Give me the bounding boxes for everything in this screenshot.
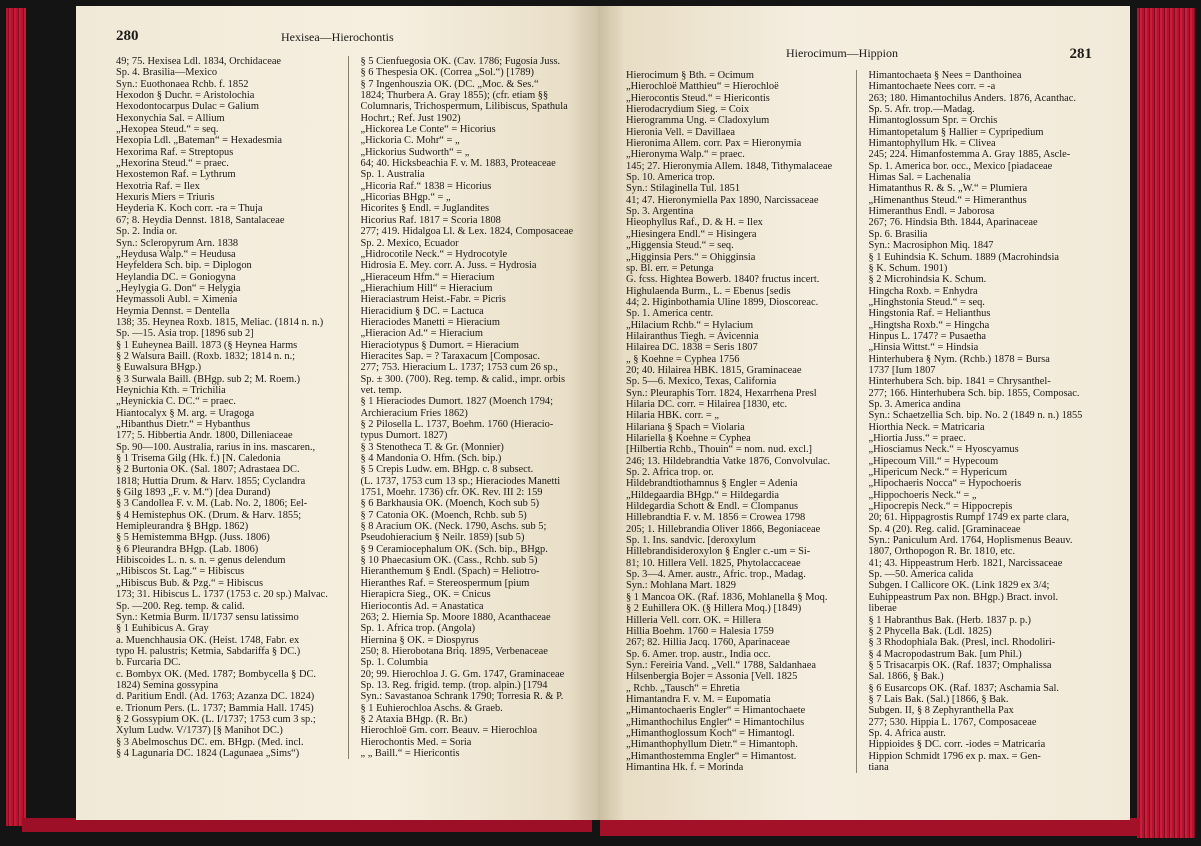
entry-line: Syn.: Fereiria Vand. „Vell.“ 1788, Saldanhaea — [626, 659, 816, 671]
entry-line: „Hexopea Steud.“ = seq. — [116, 124, 219, 136]
entry-line: Hippion Schmidt 1796 ex p. max. = Gen- — [868, 750, 1041, 762]
entry-line: „Hibiscos St. Lag.“ = Hibiscus — [116, 566, 245, 578]
entry-line: Hillebrandisideroxylon § Engler c.-um = Si- — [626, 546, 811, 558]
entry-line: § 3 Stenotheca T. & Gr. (Monnier) — [360, 441, 504, 453]
entry-line: Hillebrandtia F. v. M. 1856 = Crowea 1798 — [626, 512, 806, 524]
entry-line: Hillia Boehm. 1760 = Halesia 1759 — [626, 625, 774, 637]
entry-line: 250; 8. Hierobotana Briq. 1895, Verbenaceae — [360, 645, 548, 657]
entry-line: Heymia Dennst. = Dentella — [116, 305, 230, 317]
entry-line: Hexotria Raf. = Ilex — [116, 180, 200, 192]
entry-line: § 1 Euhibicus A. Gray — [116, 623, 209, 635]
entry-line: Hierodacrydium Sieg. = Coix — [626, 104, 750, 116]
entry-line: § 6 Barkhausia OK. (Moench, Koch sub 5) — [360, 498, 540, 510]
entry-line: „Hildegaardia BHgp.“ = Hildegardia — [626, 489, 780, 501]
text-column — [626, 70, 857, 773]
entry-line: Syn.: Pleuraphis Torr. 1824, Hexarrhena Presl — [626, 387, 817, 399]
entry-line: Sal. 1866, § Bak.) — [868, 671, 944, 683]
entry-line: Hiantocalyx § M. arg. = Uragoga — [116, 407, 255, 419]
entry-line: „Hipocrepis Neck.“ = Hippocrepis — [868, 501, 1013, 513]
entry-line: e. Trionum Pers. (L. 1737; Bammia Hall. 1745) — [116, 702, 314, 714]
entry-line: § 6 Eusarcops OK. (Raf. 1837; Aschamia Sal. — [868, 682, 1059, 694]
entry-line: 245; 224. Himanfostemma A. Gray 1885, Ascle- — [868, 149, 1071, 161]
entry-line: 277; 530. Hippia L. 1767, Composaceae — [868, 716, 1037, 728]
entry-line: 277; 753. Hieracium L. 1737; 1753 cum 26 sp., — [360, 362, 558, 374]
entry-line: § 1 Mancoa OK. (Raf. 1836, Mohlanella § Moq. — [626, 591, 828, 603]
text-column — [116, 56, 349, 759]
entry-line: § 7 Catonia OK. (Moench, Rchb. sub 5) — [360, 509, 527, 521]
entry-line: Hexorima Raf. = Streptopus — [116, 146, 234, 158]
entry-line: Hieraciodes Manetti = Hieracium — [360, 316, 500, 328]
entry-line: 41; 43. Hippeastrum Herb. 1821, Narcissaceae — [868, 557, 1063, 569]
entry-line: Hibiscoides L. n. s. n. = genus delendum — [116, 555, 286, 567]
entry-line: „Hieracion Ad.“ = Hieracium — [360, 328, 483, 340]
entry-line: Hildebrandtiothamnus § Engler = Adenia — [626, 478, 798, 490]
entry-line: § 8 Aracium OK. (Neck. 1790, Aschs. sub 5; — [360, 521, 547, 533]
entry-line: Hilariana § Spach = Violaria — [626, 421, 745, 433]
entry-line: „Hippochoeris Neck.“ = „ — [868, 489, 977, 501]
entry-line: Sp. 1. Australia — [360, 169, 425, 181]
entry-line: Himatanthus R. & S. „W.“ = Plumiera — [868, 183, 1028, 195]
entry-line: Syn.: Ketmia Burm. II/1737 sensu latissimo — [116, 611, 299, 623]
entry-line: Hieracidium § DC. = Lactuca — [360, 305, 484, 317]
entry-line: „Hibanthus Dietr.“ = Hybanthus — [116, 419, 250, 430]
entry-line: Sp. 2. Africa trop. or. — [626, 467, 714, 479]
entry-line: § 5 Hemistemma BHgp. (Juss. 1806) — [116, 532, 270, 544]
entry-line: Sp. 1. Africa trop. (Angola) — [360, 623, 476, 635]
entry-line: § 3 Abelmoschus DC. em. BHgp. (Med. incl. — [116, 736, 304, 748]
entry-line: Columnaris, Trichospermum, Lilibiscus, Spathula — [360, 101, 568, 113]
entry-line: § 2 Phycella Bak. (Ldl. 1825) — [868, 625, 992, 637]
entry-line: Sp. 10. America trop. — [626, 172, 715, 184]
entry-line: Hingstonia Raf. = Helianthus — [868, 308, 991, 320]
entry-line: Euhippeastrum Pax non. BHgp.) Bract. invol. — [868, 591, 1059, 603]
entry-line: Subgen. II, § 8 Zephyranthella Pax — [868, 705, 1014, 717]
entry-line: 44; 2. Higinbothamia Uline 1899, Dioscoreac. — [626, 296, 819, 308]
entry-line: Sp. —15. Asia trop. [1896 sub 2] — [116, 328, 254, 340]
entry-line: Hemipleurandra § BHgp. 1862) — [116, 521, 249, 533]
entry-line: Sp. ± 300. (700). Reg. temp. & calid., impr. orbis — [360, 373, 566, 385]
entry-line: „ § Koehne = Cyphea 1756 — [626, 353, 740, 365]
entry-line: Syn.: Euothonaea Rchb. f. 1852 — [116, 78, 249, 90]
entry-line: „Hipochaeris Nocca“ = Hypochoeris — [868, 478, 1022, 490]
entry-line: Hierocimum § Bth. = Ocimum — [626, 70, 754, 81]
entry-line: Sp. 6. Brasilia — [868, 228, 928, 240]
book-edge-bottom-right — [600, 818, 1140, 836]
entry-line: „Hinsia Wittst.“ = Hindsia — [868, 342, 979, 354]
entry-line: 20; 40. Hilairea HBK. 1815, Graminaceae — [626, 364, 802, 376]
entry-line: „Hipericum Neck.“ = Hypericum — [868, 467, 1008, 479]
entry-line: Sp. 2. India or. — [116, 226, 178, 238]
right-page — [598, 6, 1130, 820]
entry-line: „Heydusa Walp.“ = Heudusa — [116, 248, 236, 260]
entry-line: Sp. 13. Reg. frigid. temp. (trop. alpin.) [1794 — [360, 679, 548, 691]
entry-line: Heyfeldera Sch. bip. = Diplogon — [116, 260, 252, 272]
entry-line: Sp. —50. America calida — [868, 569, 974, 581]
entry-line: [Hilbertia Rchb., Thouin“ = nom. nud. excl.] — [626, 444, 813, 456]
entry-line: § 2 Microhindsia K. Schum. — [868, 274, 987, 286]
entry-line: „Hiortia Juss.“ = praec. — [868, 433, 966, 444]
entry-line: Syn.: Mohlana Mart. 1829 — [626, 580, 736, 592]
entry-line: Hieranthemum § Endl. (Spach) = Heliotro- — [360, 566, 540, 578]
entry-line: „Heylygia G. Don“ = Helygia — [116, 282, 241, 294]
entry-line: 1824; Thurbera A. Gray 1855); (cfr. etiam §§ — [360, 90, 549, 102]
entry-line: 49; 75. Hexisea Ldl. 1834, Orchidaceae — [116, 56, 282, 67]
entry-line: Hieranthes Raf. = Stereospermum [pium — [360, 577, 530, 589]
entry-line: Hierochontis Med. = Soria — [360, 736, 472, 748]
running-head: Hexisea—Hierochontis — [281, 30, 394, 44]
entry-line: 67; 8. Heydia Dennst. 1818, Santalaceae — [116, 214, 285, 226]
entry-line: typus Dumort. 1827) — [360, 430, 448, 442]
entry-line: § Gilg 1893 „F. v. M.“) [dea Durand) — [116, 487, 271, 499]
entry-line: „Hieronyma Walp.“ = praec. — [626, 149, 745, 161]
entry-line: Heylandia DC. = Goniogyna — [116, 271, 236, 283]
entry-line: Xylum Ludw. V/1737) [§ Manihot DC.) — [116, 725, 283, 737]
entry-line: § 5 Crepis Ludw. em. BHgp. c. 8 subsect. — [360, 464, 534, 476]
entry-line: „Hierocontis Steud.“ = Hiericontis — [626, 92, 770, 104]
entry-line: 1751, Moehr. 1736) cfr. OK. Rev. III 2: 159 — [360, 487, 543, 499]
entry-line: § 3 Rhodophiala Bak. (Presl, incl. Rhodoliri- — [868, 637, 1056, 649]
entry-line: Hilaria DC. corr. = Hilairea [1830, etc. — [626, 398, 788, 410]
entry-line: Himantochaeta § Nees = Danthoinea — [868, 70, 1022, 81]
entry-line: Hicorius Raf. 1817 = Scoria 1808 — [360, 214, 501, 226]
entry-line: „Hingtsha Roxb.“ = Hingcha — [868, 319, 990, 331]
entry-line: d. Paritium Endl. (Ad. 1763; Azanza DC. 1824) — [116, 691, 315, 703]
entry-line: 177; 5. Hibbertia Andr. 1800, Dilleniaceae — [116, 430, 293, 442]
entry-line: „Hinghstonia Steud.“ = seq. — [868, 296, 985, 308]
entry-line: „Himantochaeris Engler“ = Himantochaete — [626, 705, 806, 717]
entry-line: 263; 180. Himantochilus Anders. 1876, Acanthac. — [868, 92, 1076, 104]
entry-line: tiana — [868, 761, 889, 773]
entry-line: „ Rchb. „Tausch“ = Ehretia — [626, 682, 740, 694]
entry-line: „Hexorina Steud.“ = praec. — [116, 158, 229, 170]
entry-line: § 4 Hemistephus OK. (Drum. & Harv. 1855; — [116, 509, 302, 521]
entry-line: G. fcss. Hightea Bowerb. 1840? fructus incert. — [626, 274, 820, 286]
entry-line: Hexonychia Sal. = Allium — [116, 112, 225, 124]
entry-line: § 4 Mandonia O. Hfm. (Sch. bip.) — [360, 453, 502, 465]
entry-line: § 2 Burtonia OK. (Sal. 1807; Adrastaea DC. — [116, 464, 300, 476]
entry-line: Syn.: Scleropyrum Arn. 1838 — [116, 237, 239, 249]
running-head: Hierocimum—Hippion — [786, 46, 898, 60]
entry-line: Sp. 2. Mexico, Ecuador — [360, 237, 459, 249]
entry-line: Himantina Hk. f. = Morinda — [626, 761, 744, 773]
entry-line: Sp. 3. Argentina — [626, 206, 694, 218]
entry-line: Pseudohieracium § Neilr. 1859) [sub 5) — [360, 532, 525, 544]
entry-line: Himeranthus Endl. = Jaborosa — [868, 206, 995, 218]
entry-line: „Hicoria Raf.“ 1838 = Hicorius — [360, 180, 492, 192]
entry-line: Hieophyllus Raf., D. & H. = Ilex — [626, 217, 763, 229]
entry-line: § 6 Thespesia OK. (Correa „Sol.“) [1789) — [360, 67, 535, 79]
entry-line: Hieraciastrum Heist.-Fabr. = Picris — [360, 294, 506, 306]
entry-line: Hicorites § Endl. = Juglandites — [360, 203, 490, 215]
entry-line: liberae — [868, 603, 897, 615]
entry-line: § K. Schum. 1901) — [868, 262, 948, 274]
entry-line: § 3 Candollea F. v. M. (Lab. No. 2, 1806; Eel- — [116, 498, 308, 510]
entry-line: 145; 27. Hieronymia Allem. 1848, Tithymalaceae — [626, 160, 833, 172]
entry-line: Hieracites Sap. = ? Taraxacum [Composac. — [360, 350, 540, 362]
entry-line: „Hilacium Rchb.“ = Hylacium — [626, 319, 754, 331]
entry-line: Hinterhubera Sch. bip. 1841 = Chrysanthel- — [868, 376, 1051, 388]
entry-line: Heymassoli Aubl. = Ximenia — [116, 294, 238, 306]
entry-line: 277; 419. Hidalgoa Ll. & Lex. 1824, Composaceae — [360, 226, 574, 238]
entry-line: c. Bombyx OK. (Med. 1787; Bombycella § DC. — [116, 668, 316, 680]
entry-line: Syn.: Savastanoa Schrank 1790; Torresia R. & P. — [360, 691, 564, 703]
entry-line: Hexodon § Duchr. = Aristolochia — [116, 90, 255, 102]
entry-line: § 2 Gossypium OK. (L. I/1737; 1753 cum 3 sp.; — [116, 713, 316, 725]
entry-line: § 2 Euhillera OK. (§ Hillera Moq.) [1849) — [626, 603, 802, 615]
book-edge-left — [6, 8, 26, 826]
entry-line: 138; 35. Heynea Roxb. 1815, Meliac. (1814 n. n.) — [116, 316, 324, 328]
entry-line: Hilairea DC. 1838 = Seris 1807 — [626, 342, 758, 354]
text-column — [361, 56, 587, 759]
entry-line: Sp. 4. Brasilia—Mexico — [116, 67, 218, 79]
entry-line: § 7 Lais Bak. (Sal.) [1866, § Bak. — [868, 693, 1009, 705]
entry-line: „Hiesingera Endl.“ = Hisingera — [626, 228, 757, 240]
entry-line: Himantopetalum § Hallier = Cypripedium — [868, 126, 1044, 138]
entry-line: Syn.: Macrosiphon Miq. 1847 — [868, 240, 994, 252]
entry-line: Highulaenda Burm., L. = Ebenus [sedis — [626, 285, 791, 297]
entry-line: Hilariella § Koehne = Cyphea — [626, 433, 751, 444]
entry-line: § Euwalsura BHgp.) — [116, 362, 202, 374]
entry-line: § 1 Hieraciodes Dumort. 1827 (Moench 1794; — [360, 396, 553, 408]
entry-line: „Himanthophyllum Dietr.“ = Himantoph. — [626, 739, 798, 751]
entry-line: Sp. 4. Africa austr. — [868, 727, 946, 739]
entry-line: a. Muenchhausia OK. (Heist. 1748, Fabr. ex — [116, 634, 300, 646]
entry-line: Sp. 1. America bor. occ., Mexico [piadaceae — [868, 160, 1053, 172]
entry-line: 173; 31. Hibiscus L. 1737 (1753 c. 20 sp.) Malvac. — [116, 589, 328, 601]
entry-line: Syn.: Schaetzellia Sch. bip. No. 2 (1849 n. n.) 1855 — [868, 410, 1083, 422]
entry-line: § 3 Surwala Baill. (BHgp. sub 2; M. Roem.) — [116, 373, 301, 385]
entry-line: § 2 Ataxia BHgp. (R. Br.) — [360, 713, 468, 725]
entry-line: § 1 Euhierochloa Aschs. & Graeb. — [360, 702, 503, 714]
entry-line: „Hiosciamus Neck.“ = Hyoscyamus — [868, 444, 1019, 456]
entry-line: „Hickoria C. Mohr“ = „ — [360, 135, 460, 147]
entry-line: Himantandra F. v. M. = Eupomatia — [626, 693, 771, 705]
entry-line: Hingcha Roxb. = Enhydra — [868, 285, 978, 297]
book-edge-right — [1137, 8, 1195, 838]
entry-line: „Hieraceum Hfm.“ = Hieracium — [360, 271, 495, 283]
left-page-header — [116, 28, 586, 56]
entry-line: sp. Bl. err. = Petunga — [626, 262, 714, 274]
entry-line: Sp. 5. Afr. trop.—Madag. — [868, 104, 975, 116]
entry-line: Sp. —200. Reg. temp. & calid. — [116, 600, 245, 612]
entry-line: „Hipecoum Vill.“ = Hypecoum — [868, 455, 999, 467]
entry-line: 277; 166. Hinterhubera Sch. bip. 1855, Composac. — [868, 387, 1080, 399]
entry-line: Hilsenbergia Bojer = Assonia [Vell. 1825 — [626, 671, 798, 683]
entry-line: 64; 40. Hicksbeachia F. v. M. 1883, Proteaceae — [360, 158, 556, 170]
entry-line: „Hierochloë Matthieu“ = Hierochloë — [626, 81, 779, 93]
entry-line: 81; 10. Hillera Vell. 1825, Phytolaccaceae — [626, 557, 801, 569]
entry-line: „ „ Baill.“ = Hiericontis — [360, 747, 460, 759]
entry-line: § 4 Lagunaria DC. 1824 (Lagunaea „Sims“) — [116, 747, 300, 759]
entry-line: Subgen. I Callicore OK. (Link 1829 ex 3/4; — [868, 580, 1050, 592]
entry-line: § 1 Euhindsia K. Schum. 1889 (Macrohindsia — [868, 251, 1059, 263]
entry-line: Hinterhubera § Nym. (Rchb.) 1878 = Bursa — [868, 353, 1050, 365]
entry-line: § 9 Ceramiocephalum OK. (Sch. bip., BHgp. — [360, 543, 548, 555]
entry-line: Sp. 5—6. Mexico, Texas, California — [626, 376, 777, 388]
entry-line: „Hierachium Hill“ = Hieracium — [360, 282, 493, 294]
entry-line: „Himanthostemma Engler“ = Himantost. — [626, 750, 797, 762]
entry-line: 20; 61. Hippagrostis Rumpf 1749 ex parte clara, — [868, 512, 1070, 524]
entry-line: Hochrt.; Ref. Just 1902) — [360, 112, 461, 124]
entry-line: Sp. 90—100. Australia, rarius in ins. mascaren., — [116, 441, 316, 453]
entry-line: vet. temp. — [360, 384, 402, 396]
left-page — [76, 6, 598, 820]
entry-line: Syn.: Paniculum Ard. 1764, Hoplismenus Beauv. — [868, 535, 1073, 547]
entry-line: „Hickorius Sudworth“ = „ — [360, 146, 470, 158]
entry-line: Hexostemon Raf. = Lythrum — [116, 169, 236, 181]
entry-line: 1737 [Ium 1807 — [868, 364, 936, 376]
entry-line: Hilleria Vell. corr. OK. = Hillera — [626, 614, 761, 626]
entry-line: Hierapicra Sieg., OK. = Cnicus — [360, 589, 491, 601]
entry-line: Archieracium Fries 1862) — [360, 407, 468, 419]
text-column — [869, 70, 1093, 773]
entry-line: Hilaria HBK. corr. = „ — [626, 410, 719, 422]
entry-line: Sp. 1. Columbia — [360, 657, 429, 669]
entry-line: Hiernina § OK. = Diospyrus — [360, 634, 479, 646]
entry-line: Hinpus L. 1747? = Pusaetha — [868, 330, 987, 342]
entry-line: „Hidrocotile Neck.“ = Hydrocotyle — [360, 248, 508, 260]
entry-line: „Himanthoglossum Koch“ = Himantogl. — [626, 727, 795, 739]
entry-line: § 5 Trisacarpis OK. (Raf. 1837; Omphalissa — [868, 659, 1052, 671]
entry-line: „Hickorea Le Conte“ = Hicorius — [360, 124, 496, 136]
entry-line: 205; 1. Hillebrandia Oliver 1866, Begoniaceae — [626, 523, 821, 535]
entry-line: § 2 Walsura Baill. (Roxb. 1832; 1814 n. n.; — [116, 350, 296, 362]
entry-line: Heynichia Kth. = Trichilia — [116, 384, 226, 396]
entry-line: 1818; Huttia Drum. & Harv. 1855; Cyclandra — [116, 475, 306, 487]
entry-line: Hierogramma Ung. = Cladoxylum — [626, 115, 770, 127]
entry-line: Hierochloë Gm. corr. Beauv. = Hierochloa — [360, 725, 538, 737]
entry-line: Hieriocontis Ad. = Anastatica — [360, 600, 484, 612]
entry-line: Hieronima Allem. corr. Pax = Hieronymia — [626, 138, 802, 150]
entry-line: „Higgensia Steud.“ = seq. — [626, 240, 734, 252]
entry-line: Himas Sal. = Lachenalia — [868, 172, 971, 184]
entry-line: Sp. 3. America andina — [868, 398, 961, 410]
entry-line: Himantochaete Nees corr. = -a — [868, 81, 996, 93]
entry-line: b. Furcaria DC. — [116, 657, 181, 669]
entry-line: Sp. 6. Amer. trop. austr., India occ. — [626, 648, 771, 660]
entry-line: Hippioides § DC. corr. -iodes = Matricaria — [868, 739, 1046, 751]
entry-line: Syn.: Stilaginella Tul. 1851 — [626, 183, 741, 195]
entry-line: § 10 Phaecasium OK. (Cass., Rchb. sub 5) — [360, 555, 538, 567]
entry-line: 267; 82. Hillia Jacq. 1760, Aparinaceae — [626, 637, 790, 649]
entry-line: 263; 2. Hiernia Sp. Moore 1880, Acanthaceae — [360, 611, 551, 623]
entry-line: Hieraciotypus § Dumort. = Hieracium — [360, 339, 520, 351]
entry-line: Hildegardia Schott & Endl. = Clompanus — [626, 501, 799, 513]
entry-line: 267; 76. Hindsia Bth. 1844, Aparinaceae — [868, 217, 1038, 229]
entry-line: § 6 Pleurandra BHgp. (Lab. 1806) — [116, 543, 259, 555]
page-number: 280 — [116, 28, 139, 44]
entry-line: Hiorthia Neck. = Matricaria — [868, 421, 985, 433]
right-page-header — [626, 24, 1092, 62]
entry-line: „Himenanthus Steud.“ = Himeranthus — [868, 194, 1027, 206]
entry-line: 41; 47. Hieronymiella Pax 1890, Narcissaceae — [626, 194, 819, 206]
entry-line: „Hicorias BHgp.“ = „ — [360, 192, 451, 204]
entry-line: Sp. 3—4. Amer. austr., Afric. trop., Madag. — [626, 569, 806, 581]
entry-line: Hexuris Miers = Triuris — [116, 192, 215, 204]
entry-line: (L. 1737, 1753 cum 13 sp.; Hieraciodes Manetti — [360, 475, 561, 487]
entry-line: Sp. 4 (20). Reg. calid. [Graminaceae — [868, 523, 1021, 535]
entry-line: 246; 13. Hildebrandtia Vatke 1876, Convolvulac. — [626, 455, 831, 467]
entry-line: Heyderia K. Koch corr. -ra = Thuja — [116, 203, 263, 215]
book-edge-bottom-left — [22, 818, 592, 832]
entry-line: § 1 Euheynea Baill. 1873 (§ Heynea Harms — [116, 339, 298, 351]
entry-line: „Heynickia C. DC.“ = praec. — [116, 396, 236, 408]
entry-line: § 5 Cienfuegosia OK. (Cav. 1786; Fugosia Juss. — [360, 56, 561, 67]
entry-line: § 2 Pilosella L. 1737, Boehm. 1760 (Hieracio- — [360, 419, 554, 430]
entry-line: Himantophyllum Hk. = Clivea — [868, 138, 996, 150]
entry-line: § 7 Ingenhouszia OK. (DC. „Moc. & Ses.“ — [360, 78, 539, 90]
entry-line: Himantoglossum Spr. = Orchis — [868, 115, 998, 127]
entry-line: Hieronia Vell. = Davillaea — [626, 126, 735, 138]
entry-line: Hilairanthus Tiegh. = Avicennia — [626, 330, 759, 342]
page-number: 281 — [1069, 46, 1092, 62]
entry-line: § 4 Macropodastrum Bak. [um Phil.) — [868, 648, 1022, 660]
entry-line: Hidrosia E. Mey. corr. A. Juss. = Hydrosia — [360, 260, 537, 272]
entry-line: Sp. 1. America centr. — [626, 308, 714, 320]
entry-line: Sp. 1. Ins. sandvic. [deroxylum — [626, 535, 756, 547]
entry-line: 1824) Semina gossypina — [116, 679, 219, 691]
entry-line: „Himanthochilus Engler“ = Himantochilus — [626, 716, 805, 728]
entry-line: „Hibiscus Bub. & Pzg.“ = Hibiscus — [116, 577, 263, 589]
entry-line: 20; 99. Hierochloa J. G. Gm. 1747, Graminaceae — [360, 668, 565, 680]
entry-line: § 1 Habranthus Bak. (Herb. 1837 p. p.) — [868, 614, 1031, 626]
entry-line: 1807, Orthopogon R. Br. 1810, etc. — [868, 546, 1016, 558]
entry-line: § 1 Trisema Gilg (Hk. f.) [N. Caledonia — [116, 453, 281, 465]
entry-line: Hexodontocarpus Dulac = Galium — [116, 101, 259, 113]
entry-line: Hexopia Ldl. „Bateman“ = Hexadesmia — [116, 135, 282, 147]
entry-line: „Higginsia Pers.“ = Ohigginsia — [626, 251, 756, 263]
entry-line: typo H. palustris; Ketmia, Sabdariffa § DC.) — [116, 645, 301, 657]
